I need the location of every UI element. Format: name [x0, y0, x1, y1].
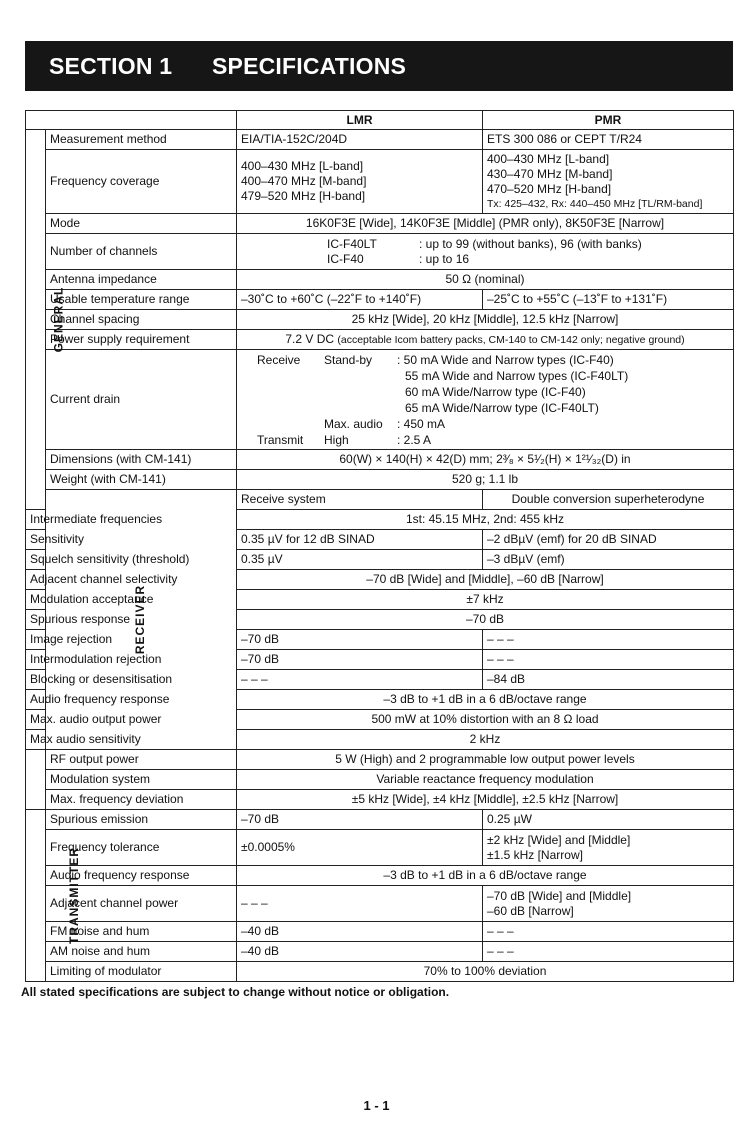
shared-value: 50 Ω (nominal): [237, 270, 734, 290]
shared-value: ±7 kHz: [237, 590, 734, 610]
table-row: [26, 490, 734, 510]
row-label: Intermediate frequencies: [26, 510, 46, 530]
pmr-value: 0.25 µW: [483, 810, 734, 830]
row-label: Max. frequency deviation: [46, 790, 237, 810]
row-label: Mode: [46, 214, 237, 234]
page-number: 1 - 1: [363, 1098, 390, 1113]
shared-value: [237, 234, 734, 270]
table-row: [26, 450, 734, 470]
specifications-table: [25, 110, 734, 982]
pmr-value: – – –: [483, 922, 734, 942]
lmr-value: [237, 150, 483, 214]
row-label: Spurious response: [26, 610, 46, 630]
power-main: 7.2 V DC: [285, 331, 335, 346]
pmr-value: –84 dB: [483, 670, 734, 690]
lmr-value: –40 dB: [237, 942, 483, 962]
shared-value: –3 dB to +1 dB in a 6 dB/octave range: [237, 690, 734, 710]
row-label: Measurement method: [46, 130, 237, 150]
freq-pmr-note: Tx: 425–432, Rx: 440–450 MHz [TL/RM-band]: [487, 197, 703, 210]
table-row: [26, 866, 734, 886]
drain-transmit: Transmit: [257, 432, 304, 447]
drain-value: 65 mA Wide/Narrow type (IC-F40LT): [405, 400, 599, 415]
table-row: [26, 470, 734, 490]
lmr-value: –30˚C to +60˚C (–22˚F to +140˚F): [237, 290, 483, 310]
group-label-transmitter: TRANSMITTER: [67, 847, 81, 944]
shared-value: 16K0F3E [Wide], 14K0F3E [Middle] (PMR only), 8K50F3E [Narrow]: [237, 214, 734, 234]
header-pmr: PMR: [483, 111, 734, 130]
shared-value: 2 kHz: [237, 730, 734, 750]
row-label: Audio frequency response: [26, 690, 46, 710]
tolerance-line: ±1.5 kHz [Narrow]: [487, 847, 583, 862]
pmr-value: – – –: [483, 650, 734, 670]
pmr-value: ETS 300 086 or CEPT T/R24: [483, 130, 734, 150]
row-label: Receive system: [237, 490, 483, 510]
lmr-value: –70 dB: [237, 650, 483, 670]
row-label: Modulation system: [46, 770, 237, 790]
shared-value: 60(W) × 140(H) × 42(D) mm; 2³⁄₈ × 5¹⁄₂(H) × 1²¹⁄₃₂(D) in: [237, 450, 734, 470]
row-label: AM noise and hum: [46, 942, 237, 962]
section-banner: [25, 41, 733, 91]
channels-value: : up to 99 (without banks), 96 (with banks): [419, 236, 642, 251]
row-label: Weight (with CM-141): [46, 470, 237, 490]
section-label: SECTION 1: [49, 52, 173, 79]
group-transmitter: [26, 810, 81, 982]
row-label: Frequency coverage: [46, 150, 237, 214]
drain-value: : 50 mA Wide and Narrow types (IC-F40): [397, 352, 614, 367]
drain-value: 55 mA Wide and Narrow types (IC-F40LT): [405, 368, 629, 383]
lmr-value: –70 dB: [237, 630, 483, 650]
freq-lmr-line: 479–520 MHz [H-band]: [241, 189, 366, 203]
row-label: Power supply requirement: [46, 330, 237, 350]
table-row: [26, 790, 734, 810]
row-label: Spurious emission: [46, 810, 237, 830]
pmr-value: –25˚C to +55˚C (–13˚F to +131˚F): [483, 290, 734, 310]
channels-value: : up to 16: [419, 251, 470, 266]
lmr-value: 0.35 µV: [237, 550, 483, 570]
table-row: [26, 270, 734, 290]
lmr-value: – – –: [237, 670, 483, 690]
pmr-value: – – –: [483, 630, 734, 650]
shared-value: 70% to 100% deviation: [237, 962, 734, 982]
drain-receive: Receive: [257, 352, 301, 367]
lmr-value: – – –: [237, 886, 483, 922]
row-label: Channel spacing: [46, 310, 237, 330]
lmr-value: –40 dB: [237, 922, 483, 942]
table-header-row: [26, 111, 734, 130]
row-label: Dimensions (with CM-141): [46, 450, 237, 470]
row-label: Current drain: [46, 350, 237, 450]
group-label-receiver: RECEIVER: [133, 584, 148, 655]
header-blank: [26, 111, 237, 130]
row-label: Number of channels: [46, 234, 237, 270]
shared-value: 1st: 45.15 MHz, 2nd: 455 kHz: [237, 510, 734, 530]
table-row: [26, 942, 734, 962]
shared-value: Double conversion superheterodyne: [483, 490, 734, 510]
freq-pmr-line: 430–470 MHz [M-band]: [487, 166, 613, 181]
table-row: [26, 810, 734, 830]
table-row: [26, 130, 734, 150]
table-row: [26, 770, 734, 790]
shared-value: 520 g; 1.1 lb: [237, 470, 734, 490]
shared-value: 5 W (High) and 2 programmable low output power levels: [237, 750, 734, 770]
pmr-value: – – –: [483, 942, 734, 962]
shared-value: –70 dB: [237, 610, 734, 630]
row-label: RF output power: [46, 750, 237, 770]
table-row: [26, 350, 734, 450]
drain-value: : 2.5 A: [397, 432, 432, 447]
freq-lmr-line: 400–430 MHz [L-band]: [241, 159, 364, 173]
shared-value: 500 mW at 10% distortion with an 8 Ω load: [237, 710, 734, 730]
channels-model: IC-F40: [327, 251, 364, 266]
row-label: Adjacent channel selectivity: [26, 570, 46, 590]
power-note: (acceptable Icom battery packs, CM-140 to CM-142 only; negative ground): [337, 333, 685, 346]
lmr-value: EIA/TIA-152C/204D: [237, 130, 483, 150]
drain-standby: Stand-by: [324, 352, 373, 367]
group-label-general: GENERAL: [51, 286, 66, 353]
row-label: Adjacent channel power: [46, 886, 237, 922]
row-label: Sensitivity: [26, 530, 46, 550]
row-label: Antenna impedance: [46, 270, 237, 290]
shared-value: ±5 kHz [Wide], ±4 kHz [Middle], ±2.5 kHz [Narrow]: [237, 790, 734, 810]
tolerance-line: ±2 kHz [Wide] and [Middle]: [487, 832, 631, 847]
disclaimer-note: All stated specifications are subject to change without notice or obligation.: [21, 985, 450, 999]
row-label: Limiting of modulator: [46, 962, 237, 982]
shared-value: –70 dB [Wide] and [Middle], –60 dB [Narrow]: [237, 570, 734, 590]
table-row: [26, 234, 734, 270]
table-row: [26, 830, 734, 866]
shared-value: –3 dB to +1 dB in a 6 dB/octave range: [237, 866, 734, 886]
group-spacer: [26, 750, 46, 810]
freq-pmr-line: 470–520 MHz [H-band]: [487, 181, 612, 196]
adj-power-line: –60 dB [Narrow]: [487, 903, 574, 918]
lmr-value: –70 dB: [237, 810, 483, 830]
drain-value: : 450 mA: [397, 416, 446, 431]
adj-power-line: –70 dB [Wide] and [Middle]: [487, 888, 632, 903]
pmr-value: [483, 830, 734, 866]
row-label: Usable temperature range: [46, 290, 237, 310]
row-label: Squelch sensitivity (threshold): [26, 550, 46, 570]
table-row: [26, 150, 734, 214]
channels-model: IC-F40LT: [327, 236, 377, 251]
row-label: Max. audio output power: [26, 710, 46, 730]
table-row: [26, 310, 734, 330]
lmr-value: ±0.0005%: [237, 830, 483, 866]
freq-pmr-line: 400–430 MHz [L-band]: [487, 151, 610, 166]
table-row: [26, 962, 734, 982]
section-title: SPECIFICATIONS: [212, 52, 407, 79]
drain-value: 60 mA Wide/Narrow type (IC-F40): [405, 384, 586, 399]
row-label: Intermodulation rejection: [26, 650, 46, 670]
row-label: Modulation acceptance: [26, 590, 46, 610]
shared-value: [237, 330, 734, 350]
pmr-value: [483, 886, 734, 922]
pmr-value: –3 dBµV (emf): [483, 550, 734, 570]
table-row: [26, 922, 734, 942]
table-row: [26, 290, 734, 310]
table-row: [26, 750, 734, 770]
shared-value: [237, 350, 734, 450]
row-label: Audio frequency response: [46, 866, 237, 886]
shared-value: Variable reactance frequency modulation: [237, 770, 734, 790]
drain-high: High: [324, 432, 349, 447]
shared-value: 25 kHz [Wide], 20 kHz [Middle], 12.5 kHz [Narrow]: [237, 310, 734, 330]
pmr-value: –2 dBµV (emf) for 20 dB SINAD: [483, 530, 734, 550]
table-row: [26, 330, 734, 350]
lmr-value: 0.35 µV for 12 dB SINAD: [237, 530, 483, 550]
row-label: Image rejection: [26, 630, 46, 650]
table-row: [26, 886, 734, 922]
row-label: FM noise and hum: [46, 922, 237, 942]
table-row: [26, 214, 734, 234]
row-label: Frequency tolerance: [46, 830, 237, 866]
header-lmr: LMR: [237, 111, 483, 130]
row-label: Max audio sensitivity: [26, 730, 46, 750]
row-label: Blocking or desensitisation: [26, 670, 46, 690]
drain-maxaudio: Max. audio: [324, 416, 383, 431]
pmr-value: [483, 150, 734, 214]
freq-lmr-line: 400–470 MHz [M-band]: [241, 174, 367, 188]
